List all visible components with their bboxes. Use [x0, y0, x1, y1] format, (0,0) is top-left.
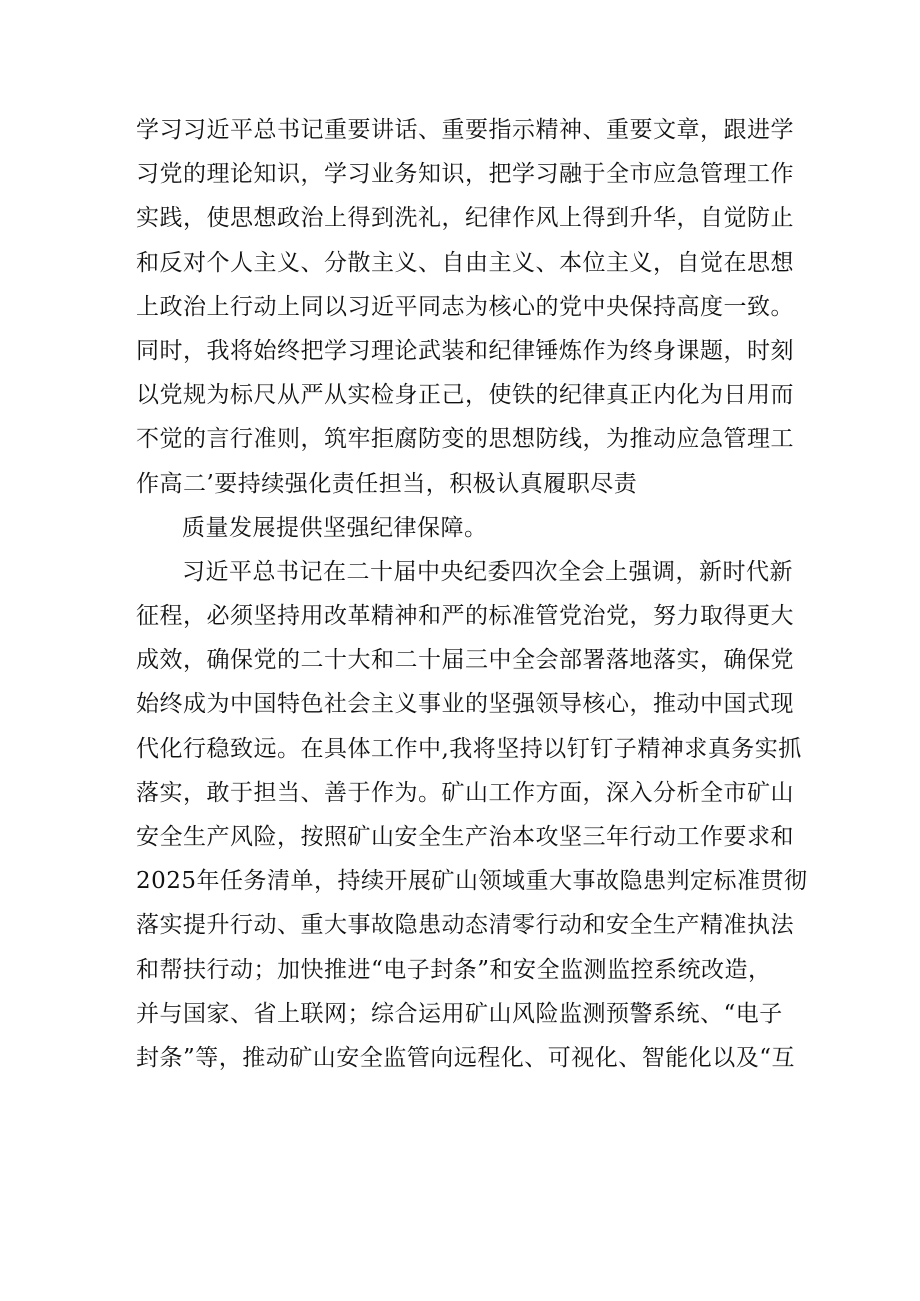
text-line: 安全生产风险，按照矿山安全生产治本攻坚三年行动工作要求和: [136, 824, 794, 850]
text-line: 不觉的言行准则，筑牢拒腐防变的思想防线，为推动应急管理工: [136, 426, 794, 453]
text-line: 习党的理论知识，学习业务知识，把学习融于全市应急管理工作: [136, 161, 794, 188]
text-line: 落实提升行动、重大事故隐患动态清零行动和安全生产精准执法: [136, 912, 794, 939]
text-line: 代化行稳致远。在具体工作中,我将坚持以钉钉子精神求真务实抓: [136, 735, 802, 762]
text-line: 上政治上行动上同以习近平同志为核心的党中央保持高度一致。: [136, 293, 794, 320]
text-line: 作高二’要持续强化责任担当，积极认真履职尽责: [136, 470, 638, 497]
text-line: 并与国家、省上联网；综合运用矿山风险监测预警系统、“电子: [136, 1000, 783, 1027]
text-line: 封条”等，推动矿山安全监管向远程化、可视化、智能化以及“互: [136, 1044, 796, 1071]
text-line: 同时，我将始终把学习理论武装和纪律锤炼作为终身课题，时刻: [136, 337, 794, 364]
paragraph-end-line: 质量发展提供坚强纪律保障。: [182, 514, 488, 541]
text-line: 和反对个人主义、分散主义、自由主义、本位主义，自觉在思想: [136, 249, 794, 276]
body-text: [136, 108, 816, 1080]
text-line: 成效，确保党的二十大和二十届三中全会部署落地落实，确保党: [136, 647, 794, 674]
text-line: 落实，敢于担当、善于作为。矿山工作方面，深入分析全市矿山: [136, 779, 794, 806]
text-line: 学习习近平总书记重要讲话、重要指示精神、重要文章，跟进学: [136, 117, 794, 143]
text-line: 以党规为标尺从严从实检身正己，使铁的纪律真正内化为日用而: [136, 382, 794, 409]
text-line: 实践，使思想政治上得到洗礼，纪律作风上得到升华，自觉防止: [136, 205, 794, 232]
text-line: 始终成为中国特色社会主义事业的坚强领导核心，推动中国式现: [136, 691, 794, 718]
text-line: 和帮扶行动；加快推进“电子封条”和安全监测监控系统改造，: [136, 956, 772, 983]
paragraph-start-line: 习近平总书记在二十届中央纪委四次全会上强调，新时代新: [182, 558, 793, 585]
text-line: 征程，必须坚持用改革精神和严的标准管党治党，努力取得更大: [136, 603, 794, 630]
text-line: 2025年任务清单，持续开展矿山领域重大事故隐患判定标准贯彻: [136, 868, 808, 895]
